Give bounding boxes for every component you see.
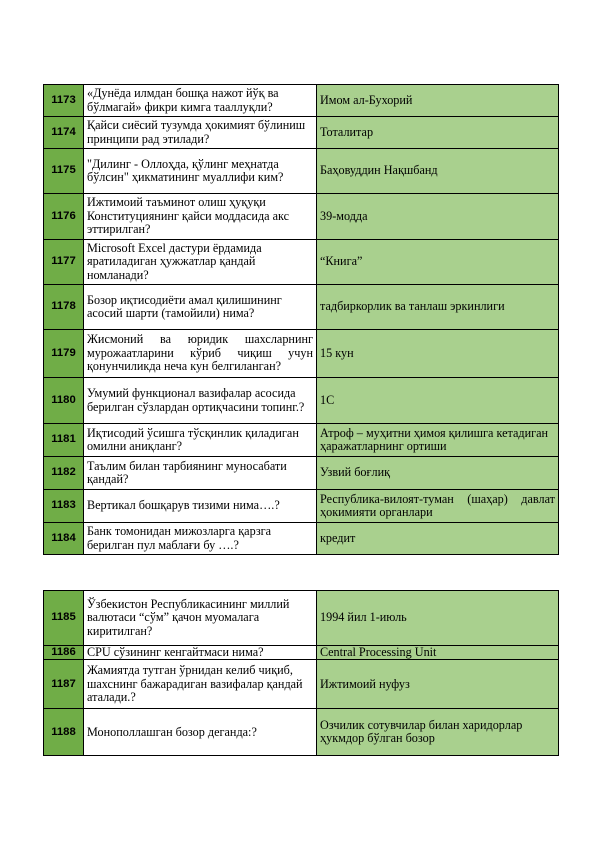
question-cell: Қайси сиёсий тузумда ҳокимият бўлиниш принципи рад этилади? — [84, 117, 317, 149]
row-number: 1174 — [44, 117, 84, 149]
question-cell: «Дунёда илмдан бошқа нажот йўқ ва бўлмагай» фикри кимга тааллуқли? — [84, 85, 317, 117]
answer-cell: Тоталитар — [317, 117, 559, 149]
table-row — [44, 330, 559, 378]
question-cell: Microsoft Excel дастури ёрдамида яратиладиган ҳужжатлар қандай номланади? — [84, 240, 317, 285]
row-number: 1188 — [44, 709, 84, 756]
table-row — [44, 523, 559, 555]
table-row — [44, 424, 559, 457]
answer-cell: 1С — [317, 378, 559, 424]
row-number: 1185 — [44, 591, 84, 646]
row-number: 1184 — [44, 523, 84, 555]
question-cell: Ижтимоий таъминот олиш ҳуқуқи Конституциянинг қайси моддасида акс эттирилган? — [84, 194, 317, 240]
table-row — [44, 591, 559, 646]
table-row — [44, 378, 559, 424]
table-row — [44, 117, 559, 149]
row-number: 1186 — [44, 646, 84, 660]
answer-cell: 15 кун — [317, 330, 559, 378]
row-number: 1182 — [44, 457, 84, 490]
answer-cell: тадбиркорлик ва танлаш эркинлиги — [317, 285, 559, 330]
table-row — [44, 194, 559, 240]
table-row — [44, 285, 559, 330]
row-number: 1173 — [44, 85, 84, 117]
answer-cell: “Книга” — [317, 240, 559, 285]
table-row — [44, 240, 559, 285]
table-row — [44, 457, 559, 490]
answer-cell: кредит — [317, 523, 559, 555]
row-number: 1179 — [44, 330, 84, 378]
row-number: 1175 — [44, 149, 84, 194]
question-cell: Ўзбекистон Республикасининг миллий валютаси “сўм” қачон муомалага киритилган? — [84, 591, 317, 646]
question-cell: Иқтисодий ўсишга тўсқинлик қиладиган омилни аниқланг? — [84, 424, 317, 457]
table-row — [44, 709, 559, 756]
question-cell: Жамиятда тутган ўрнидан келиб чиқиб, шахснинг бажарадиган вазифалар қандай аталади.? — [84, 660, 317, 709]
questions-table-2 — [43, 590, 559, 756]
answer-cell: 1994 йил 1-июль — [317, 591, 559, 646]
question-cell: Жисмоний ва юридик шахсларнинг мурожаатларини кўриб чиқиш учун қонунчиликда неча кун белгиланган? — [84, 330, 317, 378]
question-cell: Бозор иқтисодиёти амал қилишининг асосий шарти (тамойили) нима? — [84, 285, 317, 330]
row-number: 1176 — [44, 194, 84, 240]
question-cell: CPU сўзининг кенгайтмаси нима? — [84, 646, 317, 660]
row-number: 1181 — [44, 424, 84, 457]
answer-cell: Узвий боғлиқ — [317, 457, 559, 490]
question-cell: Банк томонидан мижозларга қарзга берилган пул маблағи бу ….? — [84, 523, 317, 555]
row-number: 1180 — [44, 378, 84, 424]
answer-cell: Республика-вилоят-туман (шаҳар) давлат ҳокимияти органлари — [317, 490, 559, 523]
table-row — [44, 660, 559, 709]
table-row — [44, 149, 559, 194]
answer-cell: 39-модда — [317, 194, 559, 240]
question-cell: Монополлашган бозор деганда:? — [84, 709, 317, 756]
answer-cell: Атроф – муҳитни ҳимоя қилишга кетадиган ҳаражатларнинг ортиши — [317, 424, 559, 457]
questions-table-1 — [43, 84, 559, 555]
answer-cell: Баҳовуддин Нақшбанд — [317, 149, 559, 194]
row-number: 1183 — [44, 490, 84, 523]
table-row — [44, 85, 559, 117]
row-number: 1178 — [44, 285, 84, 330]
answer-cell: Central Processing Unit — [317, 646, 559, 660]
table-row — [44, 490, 559, 523]
row-number: 1177 — [44, 240, 84, 285]
answer-cell: Имом ал-Бухорий — [317, 85, 559, 117]
table-row — [44, 646, 559, 660]
row-number: 1187 — [44, 660, 84, 709]
answer-cell: Ижтимоий нуфуз — [317, 660, 559, 709]
answer-cell: Озчилик сотувчилар билан харидорлар ҳукмдор бўлган бозор — [317, 709, 559, 756]
question-cell: Вертикал бошқарув тизими нима….? — [84, 490, 317, 523]
question-cell: Умумий функционал вазифалар асосида берилган сўзлардан ортиқчасини топинг.? — [84, 378, 317, 424]
question-cell: "Дилинг - Оллоҳда, қўлинг меҳнатда бўлсин" ҳикматининг муаллифи ким? — [84, 149, 317, 194]
question-cell: Таълим билан тарбиянинг муносабати қандай? — [84, 457, 317, 490]
